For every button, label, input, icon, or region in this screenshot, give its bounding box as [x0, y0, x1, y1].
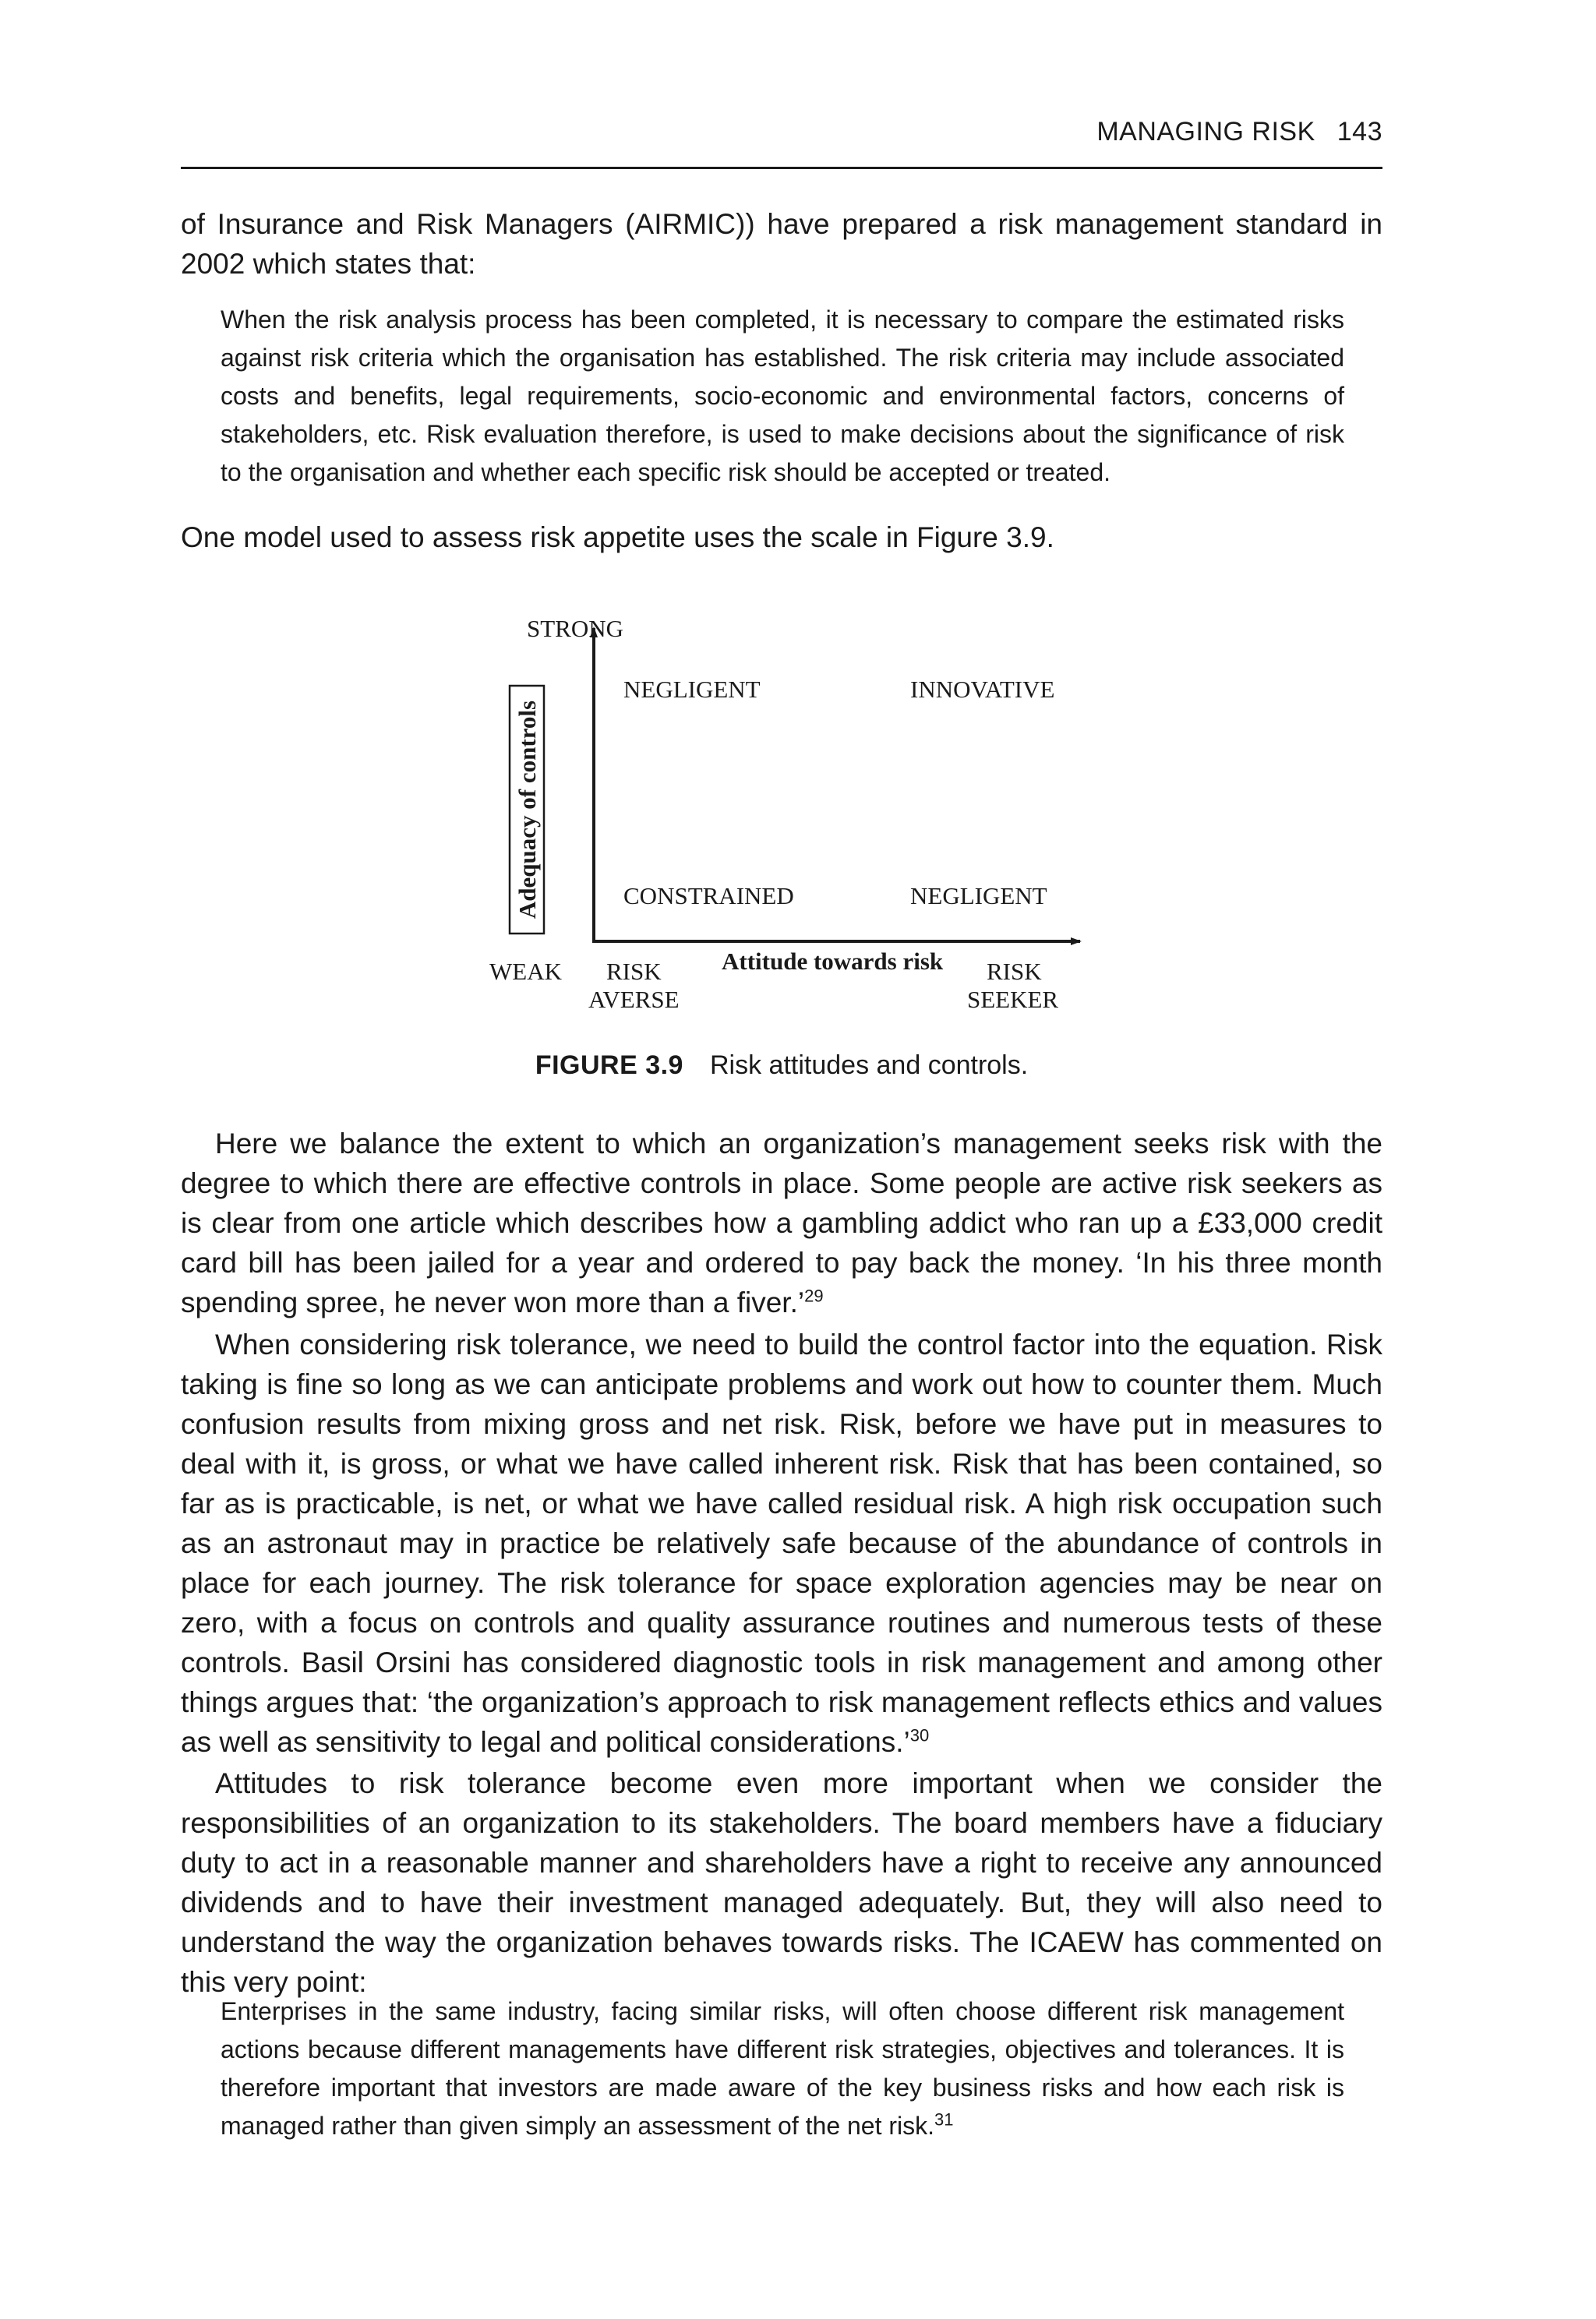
figure-caption-text: Risk attitudes and controls.: [709, 1050, 1029, 1080]
figure-caption-number: FIGURE 3.9: [535, 1050, 683, 1080]
y-bottom-label: WEAK: [489, 958, 562, 985]
x-axis-title: Attitude towards risk: [722, 948, 944, 975]
footnote-ref-30: 30: [909, 1725, 930, 1745]
figure-caption: [181, 1050, 1382, 1081]
x-right-label-line1: RISK: [987, 958, 1042, 985]
body-paragraph-2: [181, 1325, 1382, 1762]
body-paragraph-1: [181, 1124, 1382, 1322]
running-header: [181, 117, 1382, 147]
quadrant-bottom-left: CONSTRAINED: [623, 882, 794, 909]
body-paragraph-2-text: When considering risk tolerance, we need to build the control factor into the equation. Risk taking is fine so long as we can anticipate problems and work out how to counter them. Much confusion results from mixing gross and net risk. Risk, before we have put in measures to deal with it, is gross, or what we have called inherent risk. Risk that has been contained, so far as is practicable, is net, or what we have called residual risk. A high risk occupation such as an astronaut may in practice be relatively safe because of the abundance of controls in place for each journey. The risk tolerance for space exploration agencies may be near on zero, with a focus on controls and quality assurance routines and numerous tests of these controls. Basil Orsini has considered diagnostic tools in risk management and among other things argues that: ‘the organization’s approach to risk management reflects ethics and values as well as sensitivity to legal and political considerations.’: [181, 1329, 1382, 1758]
figure-lead-in: One model used to assess risk appetite uses the scale in Figure 3.9.: [181, 521, 1054, 553]
footnote-ref-31: 31: [934, 2109, 954, 2130]
block-quote-icaew-text: Enterprises in the same industry, facing similar risks, will often choose different risk management actions because different managements have different risk strategies, objectives and tolerances. It is therefore important that investors are made aware of the key business risks and how each risk is managed rather than given simply an assessment of the net risk.: [221, 1997, 1344, 2140]
quadrant-bottom-right: NEGLIGENT: [910, 882, 1047, 909]
block-quote-airmic: When the risk analysis process has been completed, it is necessary to compare the estimated risks against risk criteria which the organisation has established. The risk criteria may include associated costs and benefits, legal requirements, socio-economic and environmental factors, concerns of stakeholders, etc. Risk evaluation therefore, is used to make decisions about the significance of risk to the organisation and whether each specific risk should be accepted or treated.: [221, 305, 1344, 486]
block-quote-icaew: [221, 1993, 1344, 2145]
body-paragraph-3: Attitudes to risk tolerance become even more important when we consider the responsibilities of an organization to its stakeholders. The board members have a fiduciary duty to act in a reasonable manner and shareholders have a right to receive any announced dividends and to have their investment managed adequately. But, they will also need to understand the way the organization behaves towards risks. The ICAEW has commented on this very point:: [181, 1767, 1382, 1998]
body-paragraph-1-text: Here we balance the extent to which an organization’s management seeks risk with the degree to which there are effective controls in place. Some people are active risk seekers as is clear from one article which describes how a gambling addict who ran up a £33,000 credit card bill has been jailed for a year and ordered to pay back the money. ‘In his three month spending spree, he never won more than a fiver.’: [181, 1128, 1382, 1318]
quadrant-top-right: INNOVATIVE: [910, 676, 1055, 703]
x-left-label-line1: RISK: [606, 958, 662, 985]
header-rule: [181, 167, 1382, 169]
page-number: 143: [1336, 117, 1382, 146]
intro-paragraph: of Insurance and Risk Managers (AIRMIC)) have prepared a risk management standard in 2002 which states that:: [181, 208, 1382, 280]
y-axis-title: Adequacy of controls: [514, 700, 541, 919]
quadrant-top-left: NEGLIGENT: [623, 676, 761, 703]
x-left-label-line2: AVERSE: [588, 986, 680, 1013]
footnote-ref-29: 29: [804, 1286, 824, 1306]
y-top-label: STRONG: [527, 615, 624, 642]
running-title: MANAGING RISK: [1096, 117, 1315, 146]
risk-attitudes-figure: [436, 600, 1138, 1036]
x-right-label-line2: SEEKER: [967, 986, 1059, 1013]
